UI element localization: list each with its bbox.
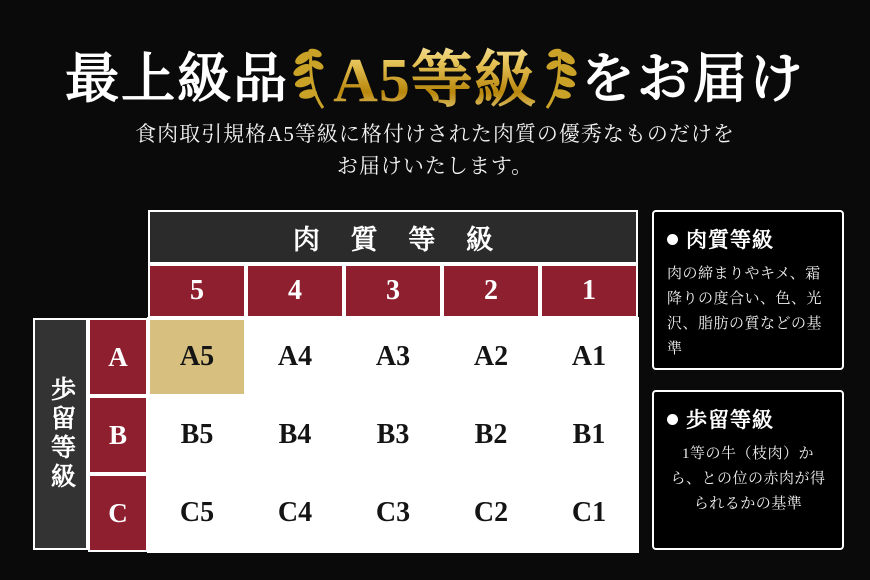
cell-c5: C5 <box>148 474 246 552</box>
cell-a3: A3 <box>344 318 442 396</box>
cell-c1: C1 <box>540 474 638 552</box>
cell-c4: C4 <box>246 474 344 552</box>
legend-body-text: 肉の締まりやキメ、霜降りの度合い、色、光沢、脂肪の質などの基準 <box>667 266 823 357</box>
cell-b5: B5 <box>148 396 246 474</box>
legend-title-row <box>667 404 829 434</box>
column-header-2: 2 <box>442 264 540 318</box>
laurel-left-icon <box>289 38 329 112</box>
cell-a5: A5 <box>148 318 246 396</box>
legend-yield-grade <box>652 390 844 550</box>
laurel-right-icon <box>541 38 581 112</box>
legend-title-text: 肉質等級 <box>686 228 774 252</box>
bullet-icon <box>667 234 678 245</box>
legend-meat-quality <box>652 210 844 370</box>
cell-b1: B1 <box>540 396 638 474</box>
cell-b2: B2 <box>442 396 540 474</box>
headline-left-text: 最上級品 <box>65 49 290 109</box>
cell-b4: B4 <box>246 396 344 474</box>
column-header-1: 1 <box>540 264 638 318</box>
grade-table <box>33 210 638 550</box>
row-letter-c: C <box>88 474 148 552</box>
cell-b3: B3 <box>344 396 442 474</box>
cell-c3: C3 <box>344 474 442 552</box>
cell-c2: C2 <box>442 474 540 552</box>
subtitle-line-2: お届けいたします。 <box>336 154 534 178</box>
legend-body-text: 1等の牛（枝肉）から、との位の赤肉が得られるかの基準 <box>670 446 826 512</box>
headline-grade-text: A5等級 <box>329 30 541 119</box>
cell-a2: A2 <box>442 318 540 396</box>
table-column-header: 肉 質 等 級 <box>148 210 638 264</box>
subtitle <box>0 118 870 182</box>
column-header-3: 3 <box>344 264 442 318</box>
row-letter-a: A <box>88 318 148 396</box>
legend-title-row <box>667 224 829 254</box>
headline-right-text: をお届け <box>580 49 805 109</box>
row-letter-b: B <box>88 396 148 474</box>
bullet-icon <box>667 414 678 425</box>
table-row-header: 歩留等級 <box>33 318 88 550</box>
cell-a4: A4 <box>246 318 344 396</box>
legend-title-text: 歩留等級 <box>686 408 774 432</box>
cell-a1: A1 <box>540 318 638 396</box>
headline <box>0 30 870 119</box>
column-header-4: 4 <box>246 264 344 318</box>
column-header-5: 5 <box>148 264 246 318</box>
subtitle-line-1: 食肉取引規格A5等級に格付けされた肉質の優秀なものだけを <box>135 122 735 146</box>
